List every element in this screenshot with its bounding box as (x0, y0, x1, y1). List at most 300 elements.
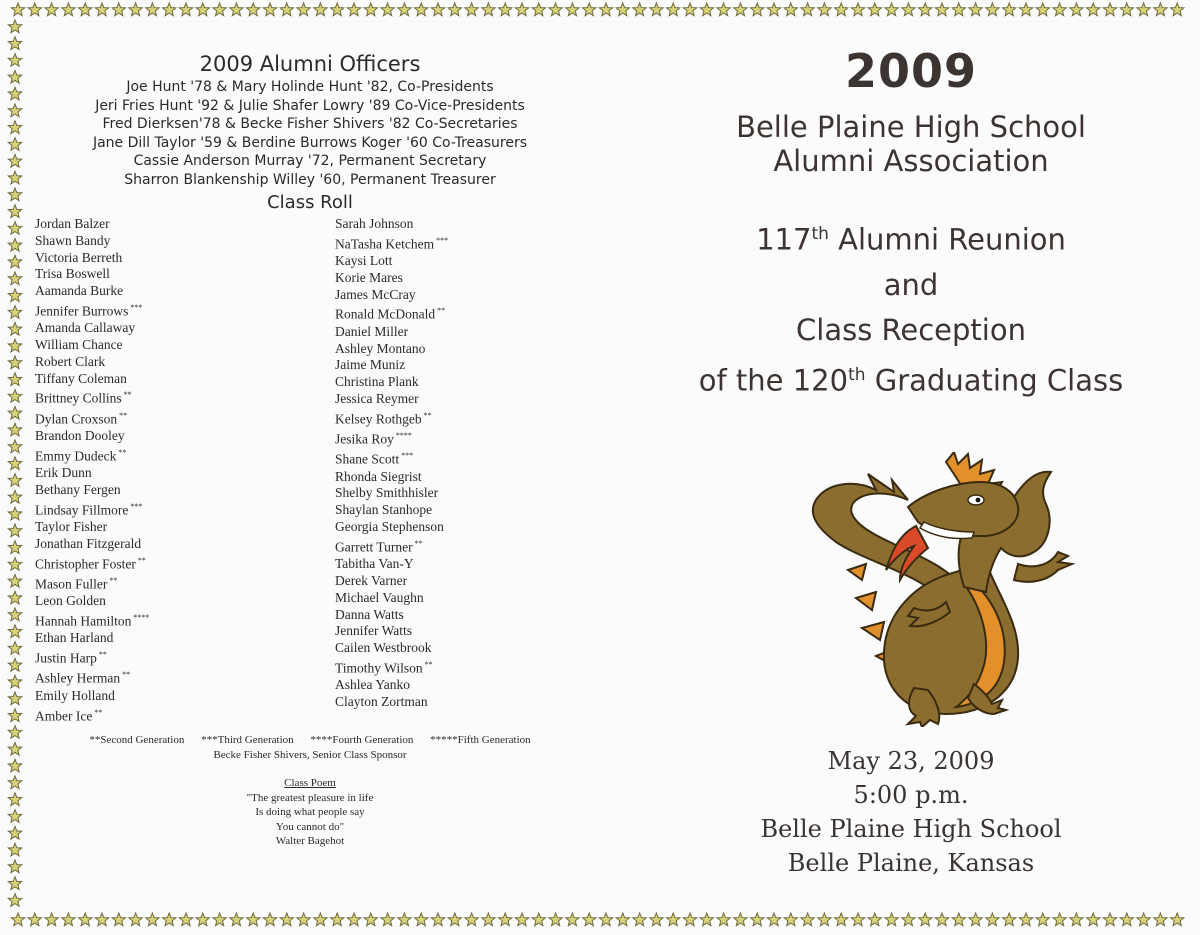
star-icon (1103, 913, 1116, 926)
class-roll-entry (35, 233, 149, 250)
officer-line: Cassie Anderson Murray '72, Permanent Secretary (133, 153, 487, 170)
class-roll-entry (35, 300, 149, 320)
officer-line: Joe Hunt '78 & Mary Holinde Hunt '82, Co-Presidents (126, 79, 494, 95)
student-name: Jessica Reymer (335, 390, 419, 406)
star-icon (11, 3, 24, 16)
star-icon (734, 913, 747, 926)
star-icon (515, 3, 528, 16)
student-name: Jonathan Fitzgerald (35, 535, 142, 551)
star-icon (8, 171, 21, 184)
star-icon (364, 913, 377, 926)
student-name: Justin Harp (35, 650, 97, 666)
legend-third: ***Third Generation (201, 734, 294, 746)
star-icon (465, 3, 478, 16)
student-name: Korie Mares (335, 269, 403, 285)
star-icon (868, 3, 881, 16)
student-name: Robert Clark (35, 353, 106, 369)
star-icon (213, 3, 226, 16)
star-icon (213, 913, 226, 926)
student-name: Victoria Berreth (35, 249, 123, 265)
star-icon (8, 675, 21, 688)
class-roll-column-1 (35, 216, 149, 725)
generation-mark: ** (118, 447, 127, 457)
class-roll-entry (335, 694, 448, 711)
star-icon (8, 37, 21, 50)
star-icon (331, 913, 344, 926)
star-icon (179, 913, 192, 926)
class-roll-entry (35, 266, 149, 283)
generation-mark: ** (109, 575, 118, 585)
student-name: Trisa Boswell (35, 266, 110, 282)
class-roll-entry (335, 374, 448, 391)
star-icon (8, 507, 21, 520)
star-icon (8, 658, 21, 671)
class-roll-entry (35, 593, 149, 610)
legend-fourth: ****Fourth Generation (310, 734, 414, 746)
generation-mark: ** (423, 410, 432, 420)
class-roll-entry (35, 610, 149, 630)
star-icon (62, 3, 75, 16)
star-icon (683, 3, 696, 16)
star-icon (801, 3, 814, 16)
star-icon (28, 913, 41, 926)
star-icon (885, 913, 898, 926)
star-icon (8, 138, 21, 151)
generation-mark: ** (94, 707, 103, 717)
star-icon (8, 272, 21, 285)
star-icon (1070, 3, 1083, 16)
event-title (620, 212, 1200, 403)
star-icon (1087, 913, 1100, 926)
student-name: Jaime Muniz (335, 357, 406, 373)
student-name: Christina Plank (335, 374, 419, 390)
star-icon (919, 913, 932, 926)
class-roll-entry (335, 357, 448, 374)
star-icon (146, 913, 159, 926)
generation-mark: *** (401, 451, 414, 461)
grad-prefix: of the 120 (698, 363, 849, 398)
star-icon (8, 255, 21, 268)
class-roll-entry (35, 337, 149, 354)
generation-mark: *** (130, 302, 143, 312)
star-icon (8, 87, 21, 100)
star-icon (196, 913, 209, 926)
class-roll-entry (35, 705, 149, 725)
star-icon (8, 558, 21, 571)
star-icon (515, 913, 528, 926)
star-icon (952, 913, 965, 926)
student-name: Jordan Balzer (35, 216, 110, 231)
student-name: Jennifer Burrows (35, 303, 129, 319)
generation-mark: *** (130, 501, 143, 511)
association-line: Alumni Association (773, 144, 1049, 178)
student-name: Emily Holland (35, 687, 115, 703)
star-icon (347, 913, 360, 926)
star-icon (583, 3, 596, 16)
poem-line: You cannot do" (275, 820, 345, 833)
star-icon (1154, 913, 1167, 926)
star-icon (1103, 3, 1116, 16)
star-icon (247, 913, 260, 926)
and-line: and (883, 267, 939, 302)
dragon-mascot-icon (796, 452, 1080, 727)
star-icon (8, 373, 21, 386)
star-icon (1120, 913, 1133, 926)
star-icon (986, 3, 999, 16)
student-name: Christopher Foster (35, 556, 136, 572)
generation-mark: **** (395, 431, 412, 441)
star-icon (8, 423, 21, 436)
star-icon (8, 474, 21, 487)
student-name: Sarah Johnson (335, 216, 414, 231)
star-icon (969, 3, 982, 16)
star-icon (8, 894, 21, 907)
star-icon (8, 591, 21, 604)
star-icon (1036, 3, 1049, 16)
star-icon (95, 3, 108, 16)
class-roll-entry (35, 482, 149, 499)
star-icon (8, 726, 21, 739)
star-icon (431, 913, 444, 926)
class-roll-entry (35, 465, 149, 482)
star-icon (431, 3, 444, 16)
class-roll-entry (335, 502, 448, 519)
class-roll-entry (35, 519, 149, 536)
generation-mark: ** (424, 659, 433, 669)
class-roll-entry (35, 408, 149, 428)
class-roll-entry (335, 341, 448, 358)
star-icon (398, 913, 411, 926)
student-name: Derek Varner (335, 572, 408, 588)
class-roll-entry (335, 677, 448, 694)
star-icon (935, 913, 948, 926)
star-icon (717, 3, 730, 16)
reunion-suffix: th (811, 224, 829, 244)
student-name: Shaylan Stanhope (335, 502, 433, 518)
star-icon (616, 3, 629, 16)
class-roll-entry (35, 445, 149, 465)
star-icon (1171, 913, 1184, 926)
star-icon (1019, 3, 1032, 16)
star-icon (8, 608, 21, 621)
star-icon (919, 3, 932, 16)
star-icon (1171, 3, 1184, 16)
class-roll-entry (35, 216, 149, 233)
star-icon (8, 759, 21, 772)
star-icon (146, 3, 159, 16)
student-name: Brandon Dooley (35, 428, 125, 444)
star-icon (902, 3, 915, 16)
star-icon (8, 860, 21, 873)
class-roll-entry (35, 553, 149, 573)
star-icon (8, 154, 21, 167)
star-icon (8, 810, 21, 823)
star-icon (1087, 3, 1100, 16)
star-icon (599, 913, 612, 926)
star-icon (8, 121, 21, 134)
star-icon (280, 3, 293, 16)
star-icon (8, 793, 21, 806)
star-icon (683, 913, 696, 926)
star-icon (347, 3, 360, 16)
star-icon (415, 913, 428, 926)
star-icon (8, 238, 21, 251)
star-icon (734, 3, 747, 16)
student-name: Ronald McDonald (335, 306, 436, 322)
generation-mark: ** (98, 650, 107, 660)
star-icon (8, 524, 21, 537)
school-name-line: Belle Plaine High School (736, 110, 1086, 144)
generation-mark: ** (137, 555, 146, 565)
class-roll-entry (335, 469, 448, 486)
star-icon (1137, 913, 1150, 926)
star-icon (8, 574, 21, 587)
generation-mark: ** (119, 410, 128, 420)
star-icon (1053, 3, 1066, 16)
star-icon (851, 3, 864, 16)
generation-mark: *** (436, 235, 449, 245)
star-icon (868, 913, 881, 926)
star-icon (751, 913, 764, 926)
star-icon (8, 104, 21, 117)
star-icon (818, 913, 831, 926)
star-icon (566, 913, 579, 926)
student-name: Bethany Fergen (35, 481, 121, 497)
star-icon (8, 440, 21, 453)
star-icon (499, 3, 512, 16)
student-name: Shane Scott (335, 451, 400, 467)
star-icon (62, 913, 75, 926)
student-name: Taylor Fisher (35, 519, 108, 535)
star-icon (179, 3, 192, 16)
class-roll-entry (335, 391, 448, 408)
student-name: Jesika Roy (335, 431, 394, 447)
student-name: Jennifer Watts (335, 623, 413, 639)
star-icon (667, 913, 680, 926)
officer-line: Jeri Fries Hunt '92 & Julie Shafer Lowry '89 Co-Vice-Presidents (95, 97, 525, 114)
star-icon (297, 913, 310, 926)
star-icon (95, 913, 108, 926)
reunion-number: 117 (756, 222, 812, 257)
star-icon (1120, 3, 1133, 16)
student-name: Danna Watts (335, 606, 404, 622)
star-icon (700, 913, 713, 926)
class-roll-entry (35, 630, 149, 647)
student-name: Ashlea Yanko (335, 677, 411, 693)
star-icon (8, 70, 21, 83)
star-icon (8, 826, 21, 839)
cover-panel (620, 40, 1200, 403)
class-roll-entry (335, 233, 448, 253)
star-icon (8, 406, 21, 419)
star-icon (8, 742, 21, 755)
star-icon (112, 3, 125, 16)
star-icon (79, 913, 92, 926)
star-icon (230, 913, 243, 926)
student-name: James McCray (335, 286, 416, 302)
star-icon (448, 913, 461, 926)
student-name: Kaysi Lott (335, 253, 393, 269)
star-icon (784, 3, 797, 16)
association-name (620, 110, 1200, 178)
poem-line: Is doing what people say (255, 806, 365, 818)
class-roll-entry (335, 408, 448, 428)
student-name: Emmy Dudeck (35, 448, 117, 464)
event-time: 5:00 p.m. (853, 781, 969, 809)
student-name: Dylan Croxson (35, 411, 118, 427)
student-name: Tabitha Van-Y (335, 556, 414, 572)
class-roll-entry (35, 667, 149, 687)
class-roll-entry (35, 250, 149, 267)
graduating-line (620, 353, 1200, 404)
star-icon (885, 3, 898, 16)
class-roll-column-2 (335, 216, 448, 711)
star-icon (8, 322, 21, 335)
star-icon (79, 3, 92, 16)
student-name: Ethan Harland (35, 630, 114, 646)
student-name: Mason Fuller (35, 576, 108, 592)
star-icon (583, 913, 596, 926)
star-icon (8, 306, 21, 319)
class-roll-entry (35, 647, 149, 667)
star-icon (8, 222, 21, 235)
student-name: Tiffany Coleman (35, 370, 127, 386)
star-icon (1003, 913, 1016, 926)
class-roll-entry (335, 590, 448, 607)
star-icon (247, 3, 260, 16)
star-icon (8, 390, 21, 403)
student-name: Michael Vaughn (335, 589, 424, 605)
star-icon (163, 3, 176, 16)
student-name: Daniel Miller (335, 323, 409, 339)
officer-line: Fred Dierksen'78 & Becke Fisher Shivers '82 Co-Secretaries (102, 116, 518, 133)
star-icon (8, 339, 21, 352)
class-roll-entry (335, 303, 448, 323)
class-roll-entry (335, 216, 448, 233)
class-roll-entry (35, 688, 149, 705)
poem-title: Class Poem (284, 777, 336, 789)
star-icon (8, 877, 21, 890)
star-icon (751, 3, 764, 16)
star-icon (8, 709, 21, 722)
star-icon (381, 3, 394, 16)
officer-line: Jane Dill Taylor '59 & Berdine Burrows Koger '60 Co-Treasurers (92, 134, 528, 151)
student-name: Lindsay Fillmore (35, 502, 129, 518)
star-icon (129, 3, 142, 16)
generation-mark: ** (437, 306, 446, 316)
cover-year: 2009 (844, 44, 978, 98)
class-roll-entry (335, 287, 448, 304)
star-icon (935, 3, 948, 16)
class-roll-entry (35, 428, 149, 445)
star-icon (532, 3, 545, 16)
star-icon (8, 642, 21, 655)
star-icon (8, 457, 21, 470)
reunion-text: Alumni Reunion (828, 222, 1066, 257)
star-icon (667, 3, 680, 16)
star-icon (230, 3, 243, 16)
star-icon (129, 913, 142, 926)
class-roll-entry (35, 536, 149, 553)
student-name: Clayton Zortman (335, 694, 428, 710)
student-name: NaTasha Ketchem (335, 236, 435, 252)
star-icon (499, 913, 512, 926)
class-roll-entry (335, 519, 448, 536)
star-icon (196, 3, 209, 16)
class-roll-entry (35, 283, 149, 300)
star-icon (835, 913, 848, 926)
star-icon (767, 913, 780, 926)
student-name: Shelby Smithhisler (335, 485, 439, 501)
class-roll-entry (335, 556, 448, 573)
student-name: Timothy Wilson (335, 660, 423, 676)
inside-panel (30, 52, 590, 724)
star-icon (163, 913, 176, 926)
star-icon (969, 913, 982, 926)
class-roll-entry (335, 485, 448, 502)
star-icon (835, 3, 848, 16)
class-roll-title: Class Roll (267, 191, 353, 213)
generation-mark: **** (133, 613, 150, 623)
class-roll-entry (335, 573, 448, 590)
class-sponsor: Becke Fisher Shivers, Senior Class Sponsor (213, 749, 407, 761)
star-icon (1019, 913, 1032, 926)
star-icon (566, 3, 579, 16)
legend-fifth: *****Fifth Generation (430, 734, 531, 746)
class-roll-entry (35, 387, 149, 407)
star-icon (8, 289, 21, 302)
class-roll-entry (335, 324, 448, 341)
class-roll-entry (335, 270, 448, 287)
star-icon (11, 913, 24, 926)
star-icon (616, 913, 629, 926)
star-icon (650, 3, 663, 16)
star-icon (767, 3, 780, 16)
reception-line: Class Reception (796, 312, 1026, 347)
star-icon (280, 913, 293, 926)
student-name: Georgia Stephenson (335, 519, 444, 535)
star-icon (986, 913, 999, 926)
star-icon (398, 3, 411, 16)
star-icon (381, 913, 394, 926)
event-venue: Belle Plaine High School (760, 815, 1062, 843)
star-icon (633, 913, 646, 926)
star-icon (415, 3, 428, 16)
class-roll-entry (35, 499, 149, 519)
star-icon (331, 3, 344, 16)
class-roll-entry (335, 253, 448, 270)
generation-mark: ** (414, 538, 423, 548)
star-icon (8, 843, 21, 856)
star-icon (314, 913, 327, 926)
event-date: May 23, 2009 (827, 747, 995, 775)
generation-mark: ** (123, 390, 132, 400)
star-icon (263, 913, 276, 926)
class-roll-entry (35, 354, 149, 371)
student-name: Garrett Turner (335, 539, 413, 555)
class-roll-entry (335, 448, 448, 468)
star-icon (8, 20, 21, 33)
star-icon (482, 3, 495, 16)
star-icon (633, 3, 646, 16)
star-icon (45, 913, 58, 926)
reunion-line (620, 212, 1200, 263)
class-roll-entry (335, 657, 448, 677)
poem-author: Walter Bagehot (275, 835, 345, 847)
star-icon (314, 3, 327, 16)
student-name: Amanda Callaway (35, 320, 136, 336)
class-roll-entry (35, 573, 149, 593)
